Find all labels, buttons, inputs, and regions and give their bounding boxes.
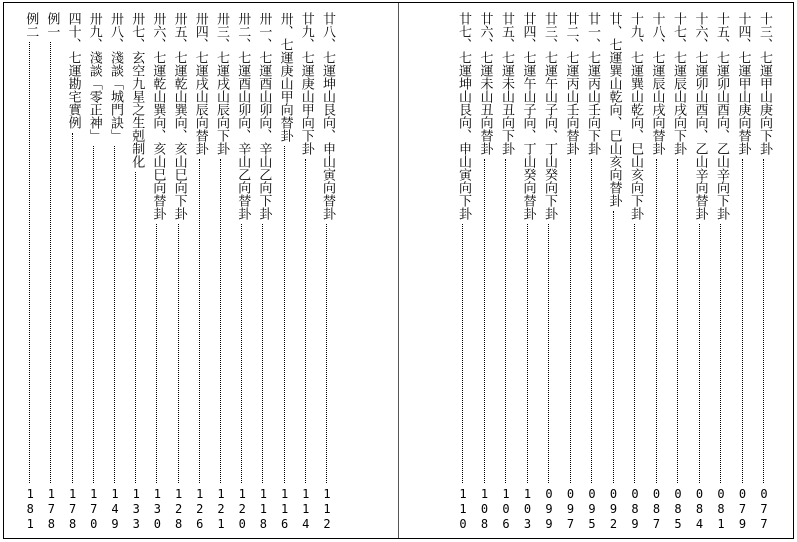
toc-entry-page-number: 126 <box>192 487 207 532</box>
toc-entry[interactable] <box>690 12 710 532</box>
toc-entry[interactable] <box>84 12 104 532</box>
toc-entry[interactable] <box>317 12 337 532</box>
dot-leader <box>505 159 506 483</box>
toc-entry-title: 十三、七運甲山庚向下卦 <box>757 12 772 155</box>
toc-entry-title: 卅七、玄空九星之生剋制化 <box>129 12 145 168</box>
toc-entry-title: 廿三、七運午山子向、丁山癸向下卦 <box>542 12 557 220</box>
toc-entry[interactable] <box>582 12 602 532</box>
toc-entry[interactable] <box>711 12 731 532</box>
toc-entry-title: 例一 <box>44 12 60 38</box>
dot-leader <box>72 133 73 483</box>
toc-entry-title: 卅九、淺談「零正神」 <box>86 12 102 142</box>
toc-entry-page-number: 116 <box>277 487 292 532</box>
toc-entry[interactable] <box>169 12 189 532</box>
toc-entry-title: 卅八、淺談「城門訣」 <box>108 12 123 142</box>
dot-leader <box>262 224 263 483</box>
toc-entry-page-number: 079 <box>735 487 750 532</box>
toc-entry[interactable] <box>475 12 495 532</box>
toc-entry-page-number: 077 <box>757 487 771 532</box>
toc-entry[interactable] <box>754 12 774 532</box>
dot-leader <box>634 224 635 483</box>
dot-leader <box>178 224 179 483</box>
toc-entry[interactable] <box>518 12 538 532</box>
toc-entry-page-number: 092 <box>606 487 621 532</box>
toc-entry-page-number: 089 <box>628 487 642 532</box>
toc-entry-page-number: 120 <box>235 487 250 532</box>
toc-entry-title: 十六、七運卯山酉向、乙山辛向替卦 <box>692 12 708 220</box>
toc-entry[interactable] <box>561 12 581 532</box>
toc-entry-page-number: 112 <box>320 487 334 532</box>
toc-entry-title: 廿九、七運庚山甲向下卦 <box>298 12 314 155</box>
book-gutter <box>398 3 399 538</box>
toc-entry[interactable] <box>296 12 316 532</box>
toc-entry[interactable] <box>453 12 473 532</box>
toc-entry[interactable] <box>190 12 210 532</box>
dot-leader <box>656 159 657 483</box>
toc-entry[interactable] <box>275 12 295 532</box>
toc-entry-title: 十九、七運巽山乾向、巳山亥向下卦 <box>628 12 643 220</box>
page-border-right <box>793 2 794 539</box>
dot-leader <box>699 224 700 483</box>
toc-entry-title: 廿七、七運坤山艮向、申山寅向下卦 <box>456 12 471 220</box>
toc-entry[interactable] <box>539 12 559 532</box>
dot-leader <box>326 224 327 483</box>
toc-entry[interactable] <box>647 12 667 532</box>
dot-leader <box>613 211 614 483</box>
toc-entry-page-number: 181 <box>23 487 38 532</box>
dot-leader <box>548 224 549 483</box>
toc-entry-page-number: 121 <box>214 487 228 532</box>
toc-entry-page-number: 133 <box>129 487 144 532</box>
toc-entry-title: 廿二、七運丙山壬向替卦 <box>563 12 579 155</box>
dot-leader <box>305 159 306 483</box>
toc-entry-title: 廿四、七運午山子向、丁山癸向替卦 <box>520 12 536 220</box>
dot-leader <box>462 224 463 483</box>
toc-entry-page-number: 128 <box>171 487 186 532</box>
toc-entry[interactable] <box>625 12 645 532</box>
dot-leader <box>742 159 743 483</box>
dot-leader <box>720 224 721 483</box>
dot-leader <box>135 172 136 483</box>
toc-entry-page-number: 170 <box>86 487 101 532</box>
toc-entry-page-number: 103 <box>520 487 535 532</box>
toc-entry-page-number: 178 <box>65 487 80 532</box>
toc-entry[interactable] <box>232 12 252 532</box>
toc-entry[interactable] <box>63 12 83 532</box>
toc-entry-page-number: 108 <box>477 487 492 532</box>
toc-entry-title: 卅四、七運戌山辰向替卦 <box>192 12 208 155</box>
toc-entry-title: 廿八、七運坤山艮向、申山寅向替卦 <box>320 12 335 220</box>
toc-entry-page-number: 084 <box>692 487 707 532</box>
dot-leader <box>199 159 200 483</box>
dot-leader <box>284 146 285 483</box>
toc-entry-title: 卅三、七運戌山辰向下卦 <box>214 12 229 155</box>
page-border-left <box>3 2 4 539</box>
toc-entry-page-number: 097 <box>563 487 578 532</box>
toc-entry-title: 十四、七運甲山庚向替卦 <box>735 12 751 155</box>
dot-leader <box>570 159 571 483</box>
toc-entry-title: 卅五、七運乾山巽向、亥山巳向下卦 <box>171 12 187 220</box>
toc-entry-title: 四十、七運勘宅實例 <box>65 12 81 129</box>
dot-leader <box>114 146 115 483</box>
dot-leader <box>93 146 94 483</box>
toc-entry[interactable] <box>253 12 273 532</box>
toc-entry[interactable] <box>105 12 125 532</box>
toc-entry[interactable] <box>211 12 231 532</box>
toc-entry-title: 十五、七運卯山酉向、乙山辛向下卦 <box>714 12 729 220</box>
dot-leader <box>50 42 51 483</box>
toc-entry-page-number: 178 <box>44 487 59 532</box>
dot-leader <box>677 159 678 483</box>
toc-entry-page-number: 095 <box>585 487 599 532</box>
toc-entry[interactable] <box>496 12 516 532</box>
toc-entry-page-number: 114 <box>298 487 313 532</box>
toc-entry[interactable] <box>147 12 167 532</box>
toc-entry-page-number: 085 <box>671 487 685 532</box>
toc-entry-page-number: 130 <box>150 487 165 532</box>
dot-leader <box>763 159 764 483</box>
toc-entry[interactable] <box>733 12 753 532</box>
toc-entry[interactable] <box>20 12 40 532</box>
dot-leader <box>156 224 157 483</box>
page-border-bottom <box>3 538 794 539</box>
toc-entry-page-number: 087 <box>649 487 664 532</box>
dot-leader <box>527 224 528 483</box>
toc-entry-title: 十七、七運辰山戌向下卦 <box>671 12 686 155</box>
dot-leader <box>29 42 30 483</box>
toc-entry-page-number: 110 <box>456 487 470 532</box>
dot-leader <box>591 159 592 483</box>
toc-entry-page-number: 118 <box>256 487 271 532</box>
toc-entry-page-number: 081 <box>714 487 728 532</box>
dot-leader <box>220 159 221 483</box>
toc-entry-title: 廿六、七運未山丑向替卦 <box>477 12 493 155</box>
toc-entry[interactable] <box>126 12 146 532</box>
dot-leader <box>241 224 242 483</box>
toc-entry-title: 廿一、七運丙山壬向下卦 <box>585 12 600 155</box>
toc-entry-title: 卅一、七運酉山卯向、辛山乙向下卦 <box>256 12 272 220</box>
toc-entry-page-number: 149 <box>108 487 122 532</box>
toc-entry[interactable] <box>668 12 688 532</box>
toc-entry[interactable] <box>41 12 61 532</box>
toc-entry-title: 卅、七運庚山甲向替卦 <box>277 12 293 142</box>
toc-entry-title: 卅二、七運酉山卯向、辛山乙向替卦 <box>235 12 251 220</box>
toc-entry-title: 例二 <box>23 12 39 38</box>
toc-entry-title: 卅六、七運乾山巽向、亥山巳向替卦 <box>150 12 166 220</box>
toc-entry-page-number: 099 <box>542 487 556 532</box>
dot-leader <box>484 159 485 483</box>
toc-entry-title: 廿、七運巽山乾向、巳山亥向替卦 <box>606 12 622 207</box>
toc-entry-title: 十八、七運辰山戌向替卦 <box>649 12 665 155</box>
toc-entry-page-number: 106 <box>499 487 513 532</box>
toc-entry-title: 廿五、七運未山丑向下卦 <box>499 12 514 155</box>
toc-entry[interactable] <box>604 12 624 532</box>
